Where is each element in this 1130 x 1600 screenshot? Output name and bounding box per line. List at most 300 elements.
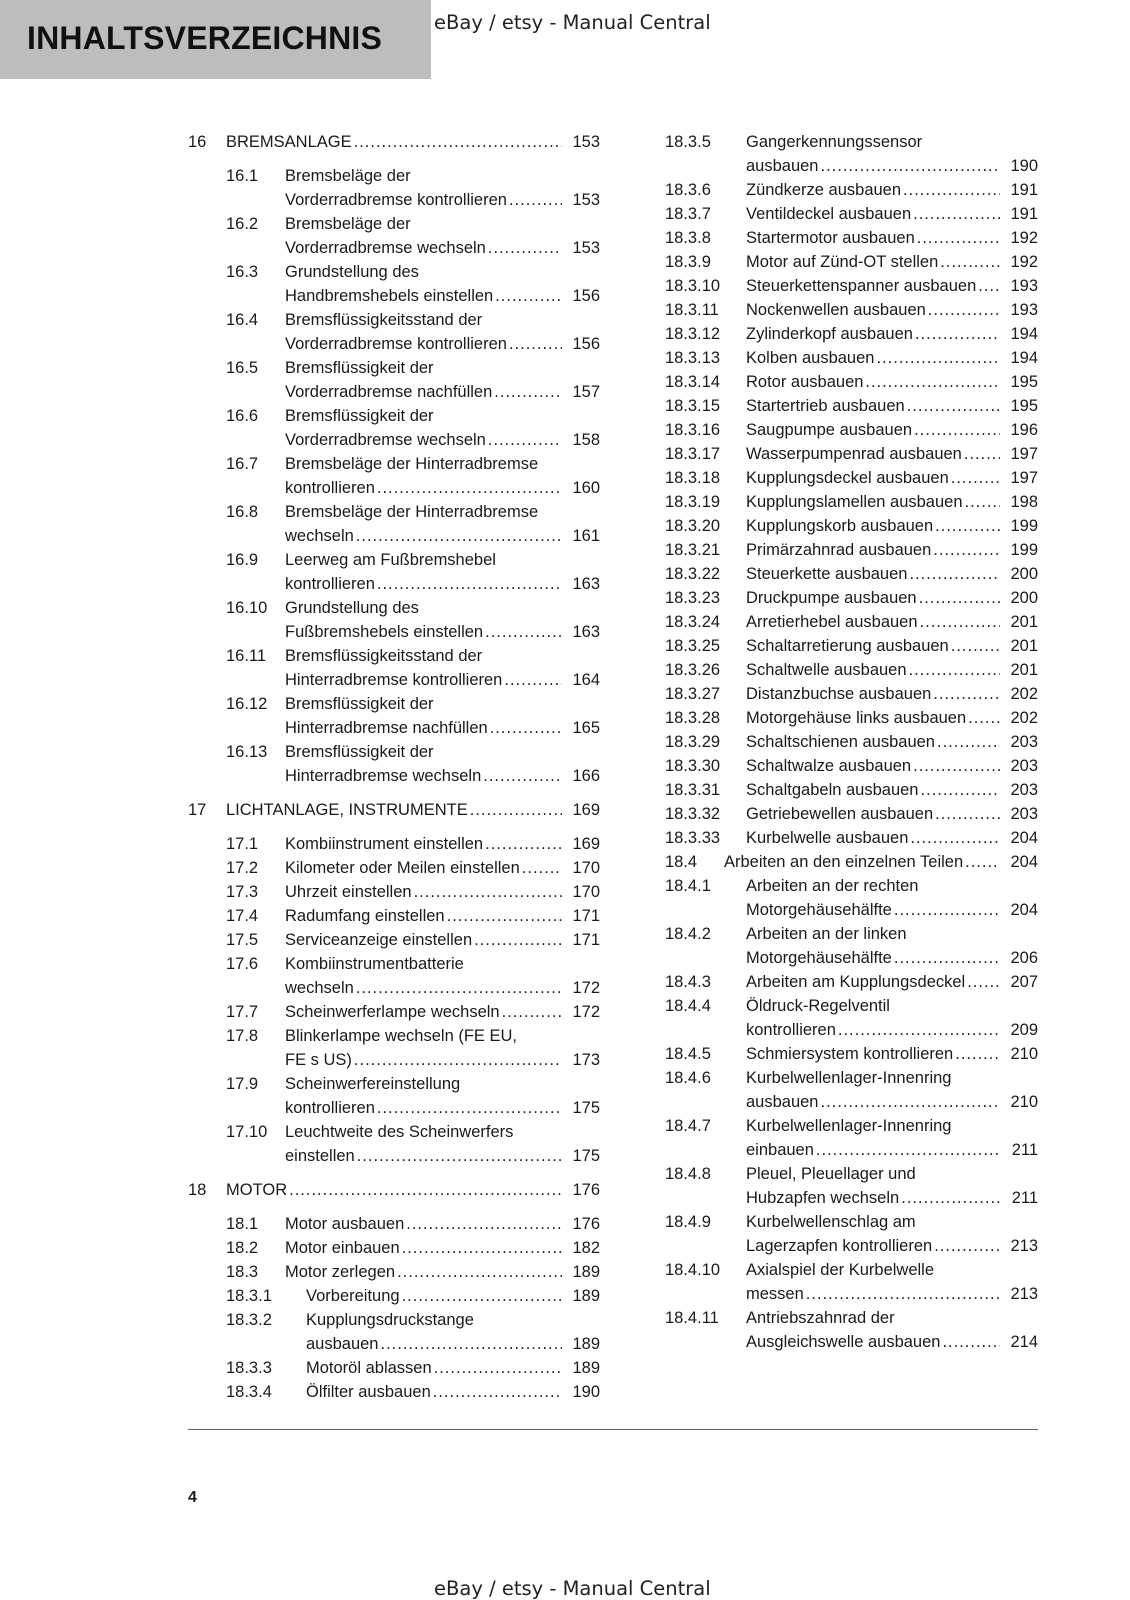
- dot-leader: [356, 976, 562, 1000]
- toc-entry: [665, 610, 1038, 634]
- toc-entry-title: Schaltarretierung ausbauen: [746, 637, 949, 655]
- toc-entry-title: Bremsflüssigkeitsstand der: [285, 311, 483, 329]
- dot-leader: [816, 1138, 1000, 1162]
- toc-entry-title: Bremsflüssigkeit der: [285, 743, 434, 761]
- toc-entry: [665, 682, 1038, 706]
- toc-entry: [665, 538, 1038, 562]
- toc-entry-title: Vorderradbremse kontrollieren: [285, 191, 507, 209]
- toc-entry: [188, 164, 600, 212]
- toc-entry-page: 206: [1010, 949, 1038, 967]
- toc-entry-title: Vorderradbremse kontrollieren: [285, 335, 507, 353]
- dot-leader: [354, 1048, 562, 1072]
- toc-entry-page: 153: [572, 133, 600, 151]
- toc-entry-title: Kupplungskorb ausbauen: [746, 517, 934, 535]
- toc-entry-page: 207: [1010, 973, 1038, 991]
- dot-leader: [488, 428, 562, 452]
- toc-entry-title: Axialspiel der Kurbelwelle: [746, 1261, 935, 1279]
- toc-entry-page: 170: [572, 883, 600, 901]
- dot-leader: [909, 562, 1000, 586]
- toc-entry: [188, 1356, 600, 1380]
- toc-entry-page: 158: [572, 431, 600, 449]
- toc-entry: [665, 874, 1038, 922]
- toc-entry-title: Zündkerze ausbauen: [746, 181, 902, 199]
- toc-entry-number: 18.3.15: [665, 397, 721, 415]
- toc-entry-number: 18.3.6: [665, 181, 711, 199]
- dot-leader: [381, 1332, 563, 1356]
- toc-entry-number: 18.4.1: [665, 877, 711, 895]
- toc-entry-number: 18.3.13: [665, 349, 721, 367]
- dot-leader: [901, 1186, 1000, 1210]
- toc-entry-title: Grundstellung des: [285, 263, 419, 281]
- toc-entry-title: ausbauen: [746, 157, 819, 175]
- toc-entry: [665, 418, 1038, 442]
- toc-entry-title: Kurbelwellenlager-Innenring: [746, 1117, 952, 1135]
- toc-entry-page: 189: [572, 1335, 600, 1353]
- toc-entry-number: 17: [188, 801, 207, 819]
- toc-entry: [665, 706, 1038, 730]
- toc-entry-number: 17.4: [226, 907, 259, 925]
- toc-entry-number: 18.3: [226, 1263, 259, 1281]
- toc-entry: [665, 178, 1038, 202]
- toc-entry: [188, 212, 600, 260]
- dot-leader: [474, 928, 562, 952]
- toc-entry-page: 169: [572, 801, 600, 819]
- toc-entry-number: 18.4.9: [665, 1213, 711, 1231]
- toc-entry-title: Kupplungslamellen ausbauen: [746, 493, 963, 511]
- dot-leader: [354, 130, 562, 154]
- toc-entry-title: Bremsflüssigkeitsstand der: [285, 647, 483, 665]
- toc-entry-page: 182: [572, 1239, 600, 1257]
- dot-leader: [933, 682, 1000, 706]
- toc-entry-title: Lagerzapfen kontrollieren: [746, 1237, 933, 1255]
- dot-leader: [490, 716, 562, 740]
- toc-entry-title: Gangerkennungssensor: [746, 133, 923, 151]
- toc-entry: [665, 970, 1038, 994]
- toc-entry-page: 156: [572, 335, 600, 353]
- toc-entry-page: 213: [1010, 1285, 1038, 1303]
- dot-leader: [377, 572, 562, 596]
- toc-entry-number: 17.1: [226, 835, 259, 853]
- toc-entry-title: Hinterradbremse kontrollieren: [285, 671, 503, 689]
- toc-entry: [188, 832, 600, 856]
- toc-entry: [665, 298, 1038, 322]
- toc-entry-title: Ventildeckel ausbauen: [746, 205, 912, 223]
- toc-entry-title: Arbeiten an der rechten: [746, 877, 919, 895]
- page-title: INHALTSVERZEICHNIS: [27, 20, 383, 56]
- toc-entry-title: Kurbelwelle ausbauen: [746, 829, 909, 847]
- toc-entry-page: 172: [572, 979, 600, 997]
- dot-leader: [968, 706, 1000, 730]
- toc-entry-title: kontrollieren: [285, 479, 375, 497]
- dot-leader: [967, 970, 1000, 994]
- toc-entry-title: Scheinwerferlampe wechseln: [285, 1003, 500, 1021]
- toc-entry-number: 16.1: [226, 167, 259, 185]
- toc-entry-page: 202: [1010, 685, 1038, 703]
- toc-entry: [665, 730, 1038, 754]
- toc-entry-page: 189: [572, 1359, 600, 1377]
- toc-entry-title: Startermotor ausbauen: [746, 229, 915, 247]
- toc-entry-page: 171: [572, 907, 600, 925]
- toc-entry: [665, 778, 1038, 802]
- dot-leader: [509, 188, 562, 212]
- toc-entry-page: 196: [1010, 421, 1038, 439]
- toc-entry-number: 18.4.4: [665, 997, 711, 1015]
- toc-entry-number: 18.3.2: [226, 1311, 272, 1329]
- toc-entry-page: 203: [1010, 781, 1038, 799]
- toc-entry-page: 175: [572, 1099, 600, 1117]
- toc-entry-page: 172: [572, 1003, 600, 1021]
- toc-entry: [665, 466, 1038, 490]
- dot-leader: [406, 1212, 562, 1236]
- toc-entry-title: LICHTANLAGE, INSTRUMENTE: [226, 801, 468, 819]
- toc-entry-page: 171: [572, 931, 600, 949]
- toc-entry: [665, 346, 1038, 370]
- toc-entry-title: Kilometer oder Meilen einstellen: [285, 859, 520, 877]
- toc-entry-title: messen: [746, 1285, 804, 1303]
- toc-entry-title: wechseln: [285, 527, 354, 545]
- toc-entry: [665, 994, 1038, 1042]
- toc-entry-page: 153: [572, 239, 600, 257]
- toc-entry-page: 163: [572, 575, 600, 593]
- toc-entry-number: 18.4.7: [665, 1117, 711, 1135]
- toc-entry-title: ausbauen: [306, 1335, 379, 1353]
- toc-entry-number: 17.8: [226, 1027, 259, 1045]
- dot-leader: [933, 538, 1000, 562]
- toc-entry-title: Leuchtweite des Scheinwerfers: [285, 1123, 514, 1141]
- toc-entry-number: 18.4.11: [665, 1309, 719, 1327]
- toc-entry-page: 204: [1010, 901, 1038, 919]
- toc-entry: [665, 442, 1038, 466]
- toc-entry-title: Kurbelwellenschlag am: [746, 1213, 916, 1231]
- toc-entry-title: Serviceanzeige einstellen: [285, 931, 473, 949]
- toc-entry-page: 191: [1010, 205, 1038, 223]
- toc-entry: [665, 1066, 1038, 1114]
- toc-entry-number: 18.4.2: [665, 925, 711, 943]
- toc-entry-number: 16.3: [226, 263, 259, 281]
- toc-entry-title: Scheinwerfereinstellung: [285, 1075, 461, 1093]
- toc-entry-title: Steuerkettenspanner ausbauen: [746, 277, 977, 295]
- toc-entry-title: Blinkerlampe wechseln (FE EU,: [285, 1027, 517, 1045]
- dot-leader: [951, 634, 1000, 658]
- dot-leader: [357, 1144, 562, 1168]
- toc-entry-title: Kolben ausbauen: [746, 349, 875, 367]
- toc-entry-title: Handbremshebels einstellen: [285, 287, 494, 305]
- toc-entry: [188, 1212, 600, 1236]
- toc-entry: [188, 404, 600, 452]
- toc-entry: [188, 308, 600, 356]
- toc-entry: [665, 250, 1038, 274]
- toc-entry-title: Bremsbeläge der: [285, 215, 411, 233]
- toc-entry-page: 157: [572, 383, 600, 401]
- toc-entry-number: 17.7: [226, 1003, 259, 1021]
- toc-entry: [188, 952, 600, 1000]
- toc-entry-number: 18.3.27: [665, 685, 721, 703]
- toc-entry-title: Hinterradbremse wechseln: [285, 767, 482, 785]
- toc-entry-title: Nockenwellen ausbauen: [746, 301, 926, 319]
- toc-entry: [665, 1306, 1038, 1354]
- toc-entry: [188, 1024, 600, 1072]
- toc-entry-page: 190: [572, 1383, 600, 1401]
- toc-entry-number: 18.3.9: [665, 253, 711, 271]
- toc-entry-title: Motorgehäusehälfte: [746, 901, 892, 919]
- toc-entry: [188, 500, 600, 548]
- toc-entry-number: 18.3.10: [665, 277, 721, 295]
- toc-entry: [665, 514, 1038, 538]
- dot-leader: [914, 418, 1000, 442]
- toc-entry: [665, 850, 1038, 874]
- toc-entry: [665, 1162, 1038, 1210]
- watermark-top: eBay / etsy - Manual Central: [434, 11, 711, 34]
- toc-entry-page: 176: [572, 1215, 600, 1233]
- toc-entry-title: einstellen: [285, 1147, 355, 1165]
- toc-entry: [665, 370, 1038, 394]
- toc-entry-number: 18.3.25: [665, 637, 721, 655]
- toc-entry: [665, 1042, 1038, 1066]
- toc-entry-number: 18.4.5: [665, 1045, 711, 1063]
- header-box: [0, 0, 431, 79]
- toc-entry-number: 18.4.6: [665, 1069, 711, 1087]
- toc-entry-number: 16.9: [226, 551, 259, 569]
- toc-entry-number: 17.3: [226, 883, 259, 901]
- dot-leader: [488, 236, 562, 260]
- toc-entry-title: Fußbremshebels einstellen: [285, 623, 484, 641]
- toc-entry: [188, 928, 600, 952]
- toc-entry-page: 211: [1011, 1189, 1038, 1207]
- toc-entry-title: Radumfang einstellen: [285, 907, 445, 925]
- dot-leader: [377, 476, 562, 500]
- dot-leader: [402, 1236, 562, 1260]
- toc-entry-page: 203: [1010, 757, 1038, 775]
- toc-entry: [665, 826, 1038, 850]
- toc-entry-page: 195: [1010, 373, 1038, 391]
- toc-entry-page: 194: [1010, 349, 1038, 367]
- toc-entry-number: 18.3.8: [665, 229, 711, 247]
- dot-leader: [447, 904, 562, 928]
- dot-leader: [951, 466, 1000, 490]
- toc-entry-page: 189: [572, 1287, 600, 1305]
- toc-entry-title: Schaltschienen ausbauen: [746, 733, 935, 751]
- toc-entry: [665, 490, 1038, 514]
- toc-entry-title: Bremsbeläge der Hinterradbremse: [285, 455, 539, 473]
- toc-entry-number: 18.3.16: [665, 421, 721, 439]
- toc-entry-title: Ausgleichswelle ausbauen: [746, 1333, 941, 1351]
- toc-entry-title: Motor auf Zünd-OT stellen: [746, 253, 939, 271]
- dot-leader: [937, 730, 1000, 754]
- toc-entry-page: 200: [1010, 565, 1038, 583]
- toc-entry: [665, 394, 1038, 418]
- toc-entry: [188, 1000, 600, 1024]
- toc-entry-title: FE s US): [285, 1051, 352, 1069]
- toc-entry-number: 16.13: [226, 743, 268, 761]
- toc-entry-number: 18.3.33: [665, 829, 721, 847]
- toc-entry-number: 18.3.4: [226, 1383, 272, 1401]
- toc-entry-number: 16.10: [226, 599, 268, 617]
- toc-entry: [665, 658, 1038, 682]
- toc-entry-page: 197: [1010, 469, 1038, 487]
- toc-entry: [188, 1380, 600, 1404]
- dot-leader: [978, 274, 1000, 298]
- dot-leader: [935, 802, 1000, 826]
- toc-entry-page: 199: [1010, 517, 1038, 535]
- toc-entry-title: Getriebewellen ausbauen: [746, 805, 934, 823]
- toc-entry-number: 16.7: [226, 455, 259, 473]
- toc-entry: [188, 856, 600, 880]
- dot-leader: [928, 298, 1000, 322]
- toc-entry-title: Zylinderkopf ausbauen: [746, 325, 913, 343]
- toc-entry-title: Ölfilter ausbauen: [306, 1383, 431, 1401]
- toc-entry-title: Motoröl ablassen: [306, 1359, 432, 1377]
- dot-leader: [414, 880, 562, 904]
- dot-leader: [913, 754, 1000, 778]
- toc-entry-title: Distanzbuchse ausbauen: [746, 685, 932, 703]
- toc-entry-page: 192: [1010, 229, 1038, 247]
- toc-entry-page: 176: [572, 1181, 600, 1199]
- toc-entry: [188, 1308, 600, 1356]
- toc-entry-title: Vorderradbremse wechseln: [285, 431, 486, 449]
- toc-entry-number: 17.10: [226, 1123, 268, 1141]
- toc-entry-title: Kurbelwellenlager-Innenring: [746, 1069, 952, 1087]
- dot-leader: [402, 1284, 562, 1308]
- toc-left-column: [188, 130, 600, 1404]
- toc-entry-title: Vorderradbremse wechseln: [285, 239, 486, 257]
- toc-entry-number: 18.3.1: [226, 1287, 272, 1305]
- toc-entry: [665, 274, 1038, 298]
- toc-entry-number: 18.3.18: [665, 469, 721, 487]
- toc-entry-number: 16.11: [226, 647, 267, 665]
- page-number: 4: [188, 1489, 197, 1506]
- toc-entry-number: 17.2: [226, 859, 259, 877]
- toc-entry-number: 18.4: [665, 853, 698, 871]
- toc-entry: [665, 802, 1038, 826]
- toc-entry-page: 193: [1010, 301, 1038, 319]
- toc-entry-number: 18.3.22: [665, 565, 721, 583]
- dot-leader: [522, 856, 562, 880]
- toc-entry-number: 17.9: [226, 1075, 259, 1093]
- toc-entry-title: ausbauen: [746, 1093, 819, 1111]
- dot-leader: [397, 1260, 562, 1284]
- toc-entry-number: 18.3.19: [665, 493, 721, 511]
- toc-entry: [188, 1284, 600, 1308]
- toc-entry-title: kontrollieren: [285, 1099, 375, 1117]
- toc-entry-page: 201: [1010, 661, 1038, 679]
- toc-entry-title: Schaltwalze ausbauen: [746, 757, 912, 775]
- toc-entry-page: 201: [1010, 613, 1038, 631]
- toc-entry-title: Rotor ausbauen: [746, 373, 864, 391]
- dot-leader: [495, 284, 562, 308]
- dot-leader: [865, 370, 1000, 394]
- toc-entry: [188, 596, 600, 644]
- toc-entry-page: 210: [1010, 1045, 1038, 1063]
- toc-entry-title: Antriebszahnrad der: [746, 1309, 895, 1327]
- toc-entry-number: 18.4.8: [665, 1165, 711, 1183]
- toc-entry-page: 156: [572, 287, 600, 305]
- dot-leader: [942, 1330, 1000, 1354]
- toc-entry-number: 16.2: [226, 215, 259, 233]
- toc-entry-number: 18.3.32: [665, 805, 721, 823]
- toc-entry-page: 169: [572, 835, 600, 853]
- toc-entry-page: 211: [1011, 1141, 1038, 1159]
- toc-entry-page: 198: [1010, 493, 1038, 511]
- dot-leader: [894, 946, 1000, 970]
- toc-entry: [188, 1260, 600, 1284]
- toc-entry-page: 202: [1010, 709, 1038, 727]
- toc-entry-number: 18.3.26: [665, 661, 721, 679]
- dot-leader: [434, 1356, 562, 1380]
- toc-entry: [665, 202, 1038, 226]
- toc-entry-page: 160: [572, 479, 600, 497]
- toc-entry-title: Motor ausbauen: [285, 1215, 405, 1233]
- toc-entry-title: Schaltwelle ausbauen: [746, 661, 907, 679]
- toc-entry-title: BREMSANLAGE: [226, 133, 352, 151]
- toc-entry-page: 203: [1010, 733, 1038, 751]
- toc-entry-number: 16.5: [226, 359, 259, 377]
- toc-entry-number: 18.4.10: [665, 1261, 721, 1279]
- toc-entry-title: Bremsflüssigkeit der: [285, 407, 434, 425]
- toc-entry-number: 18.3.30: [665, 757, 721, 775]
- toc-entry: [188, 1178, 600, 1202]
- toc-entry-number: 18.3.31: [665, 781, 721, 799]
- toc-entry-title: Motor zerlegen: [285, 1263, 396, 1281]
- toc-entry-title: Primärzahnrad ausbauen: [746, 541, 932, 559]
- dot-leader: [964, 442, 1000, 466]
- toc-entry-title: Bremsflüssigkeit der: [285, 359, 434, 377]
- toc-entry-title: Vorbereitung: [306, 1287, 400, 1305]
- toc-entry-title: Hinterradbremse nachfüllen: [285, 719, 488, 737]
- dot-leader: [356, 524, 562, 548]
- toc-entry-title: Bremsbeläge der: [285, 167, 411, 185]
- dot-leader: [910, 826, 1000, 850]
- toc-entry-title: Bremsflüssigkeit der: [285, 695, 434, 713]
- toc-entry-title: Druckpumpe ausbauen: [746, 589, 917, 607]
- dot-leader: [935, 514, 1000, 538]
- dot-leader: [433, 1380, 562, 1404]
- dot-leader: [894, 898, 1000, 922]
- toc-entry-page: 204: [1010, 829, 1038, 847]
- toc-entry-title: Motorgehäuse links ausbauen: [746, 709, 967, 727]
- dot-leader: [907, 394, 1000, 418]
- dot-leader: [806, 1282, 1000, 1306]
- toc-entry-number: 18.3.12: [665, 325, 721, 343]
- toc-entry: [188, 904, 600, 928]
- toc-entry-number: 18.3.14: [665, 373, 721, 391]
- toc-entry-title: Kupplungsdeckel ausbauen: [746, 469, 949, 487]
- dot-leader: [934, 1234, 1000, 1258]
- dot-leader: [909, 658, 1000, 682]
- toc-entry: [188, 130, 600, 154]
- toc-entry: [188, 880, 600, 904]
- toc-entry: [188, 548, 600, 596]
- toc-entry-page: 197: [1010, 445, 1038, 463]
- toc-entry-title: Motorgehäusehälfte: [746, 949, 892, 967]
- dot-leader: [940, 250, 1000, 274]
- toc-entry-title: Arretierhebel ausbauen: [746, 613, 918, 631]
- toc-entry-page: 194: [1010, 325, 1038, 343]
- toc-entry: [188, 692, 600, 740]
- footer-rule: [188, 1429, 1038, 1430]
- dot-leader: [502, 1000, 562, 1024]
- toc-entry-title: Arbeiten am Kupplungsdeckel: [746, 973, 966, 991]
- toc-entry-title: Pleuel, Pleuellager und: [746, 1165, 916, 1183]
- toc-entry-page: 161: [572, 527, 600, 545]
- dot-leader: [289, 1178, 562, 1202]
- toc-entry-number: 18.1: [226, 1215, 259, 1233]
- toc-entry-page: 204: [1010, 853, 1038, 871]
- toc-entry-page: 200: [1010, 589, 1038, 607]
- dot-leader: [876, 346, 1000, 370]
- toc-entry: [665, 922, 1038, 970]
- toc-entry: [665, 1210, 1038, 1258]
- toc-entry: [665, 130, 1038, 178]
